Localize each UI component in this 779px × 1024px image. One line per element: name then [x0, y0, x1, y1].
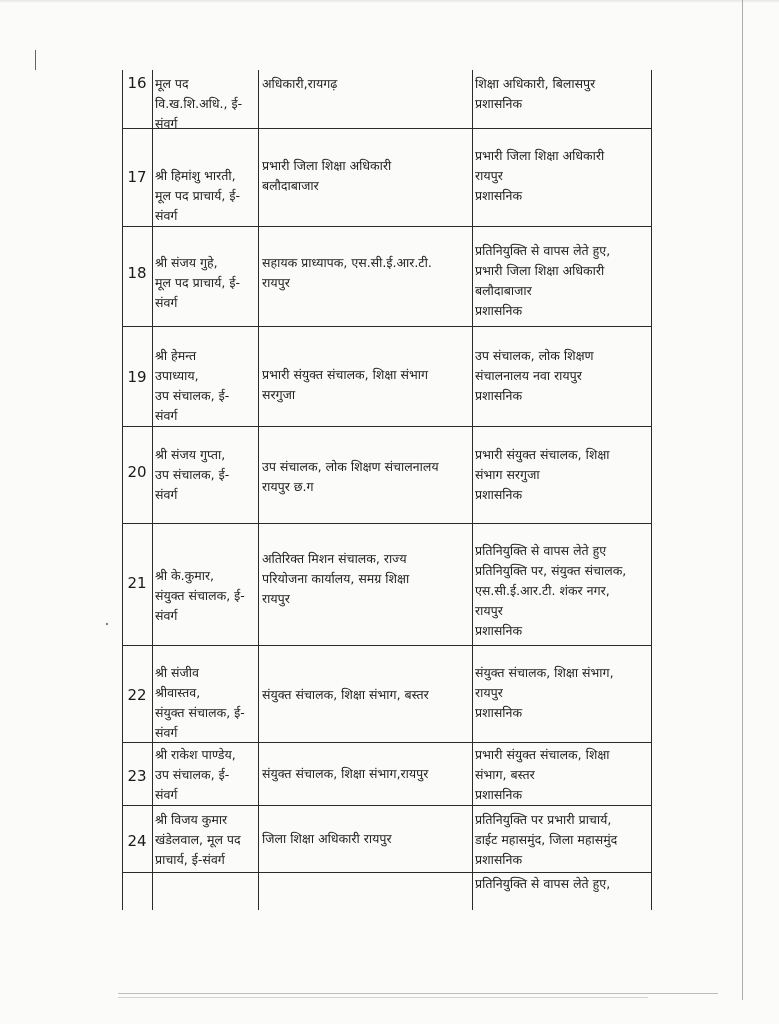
- current-posting: संयुक्त संचालक, शिक्षा संभाग,रायपुर: [262, 766, 429, 781]
- table-row-rule: [122, 523, 651, 524]
- table-row-rule: [122, 805, 651, 806]
- table-column-rule: [122, 70, 123, 910]
- table-column-rule: [472, 70, 473, 910]
- table-row-rule: [122, 326, 651, 327]
- current-posting: अधिकारी,रायगढ़: [262, 76, 338, 91]
- current-posting: जिला शिक्षा अधिकारी रायपुर: [262, 831, 392, 846]
- table-row-rule: [122, 872, 651, 873]
- officer-name-designation: श्री संजय गुप्ता, उप संचालक, ई- संवर्ग: [155, 447, 230, 502]
- new-posting: प्रतिनियुक्ति से वापस लेते हुए,: [475, 876, 611, 891]
- current-posting: संयुक्त संचालक, शिक्षा संभाग, बस्तर: [262, 687, 429, 702]
- officer-name-designation: श्री हेमन्त उपाध्याय, उप संचालक, ई- संवर्ग: [155, 348, 230, 423]
- table-column-rule: [258, 70, 259, 910]
- serial-number: 23: [127, 767, 147, 785]
- scan-right-edge: [742, 0, 743, 1000]
- officer-name-designation: श्री संजय गुहे, मूल पद प्राचार्य, ई- संवर्ग: [155, 255, 241, 310]
- serial-number: 19: [127, 368, 147, 386]
- serial-number: 22: [127, 686, 147, 704]
- officer-name-designation: श्री विजय कुमार खंडेलवाल, मूल पद प्राचार्य, ई-संवर्ग: [155, 812, 241, 867]
- officer-name-designation: श्री राकेश पाण्डेय, उप संचालक, ई- संवर्ग: [155, 747, 236, 802]
- table-column-rule: [152, 70, 153, 910]
- table-row-rule: [122, 226, 651, 227]
- serial-number: 24: [127, 832, 147, 850]
- new-posting: शिक्षा अधिकारी, बिलासपुर प्रशासनिक: [475, 76, 596, 111]
- current-posting: अतिरिक्त मिशन संचालक, राज्य परियोजना कार्यालय, समग्र शिक्षा रायपुर: [262, 551, 410, 606]
- serial-number: 18: [127, 264, 147, 282]
- serial-number: 21: [127, 574, 147, 592]
- serial-number: 20: [127, 463, 147, 481]
- officer-name-designation: श्री हिमांशु भारती, मूल पद प्राचार्य, ई- संवर्ग: [155, 168, 241, 223]
- table-row-rule: [122, 645, 651, 646]
- serial-number: 16: [127, 74, 147, 92]
- new-posting: प्रतिनियुक्ति पर प्रभारी प्राचार्य, डाईट महासमुंद, जिला महासमुंद प्रशासनिक: [475, 812, 618, 867]
- new-posting: उप संचालक, लोक शिक्षण संचालनालय नवा रायपुर प्रशासनिक: [475, 348, 594, 403]
- scan-speck: [106, 623, 108, 625]
- new-posting: प्रतिनियुक्ति से वापस लेते हुए प्रतिनियुक्ति पर, संयुक्त संचालक, एस.सी.ई.आर.टी. शंकर नगर, रायपुर प्रशासनिक: [475, 543, 627, 638]
- officer-name-designation: श्री के.कुमार, संयुक्त संचालक, ई- संवर्ग: [155, 568, 245, 623]
- current-posting: प्रभारी संयुक्त संचालक, शिक्षा संभाग सरगुजा: [262, 367, 429, 402]
- footer-rule: [118, 993, 718, 994]
- current-posting: सहायक प्राध्यापक, एस.सी.ई.आर.टी. रायपुर: [262, 255, 432, 290]
- scan-top-shadow: [0, 0, 779, 3]
- new-posting: प्रभारी संयुक्त संचालक, शिक्षा संभाग, बस्तर प्रशासनिक: [475, 747, 610, 802]
- new-posting: संयुक्त संचालक, शिक्षा संभाग, रायपुर प्रशासनिक: [475, 665, 614, 720]
- margin-mark: [35, 50, 36, 70]
- footer-rule-secondary: [118, 997, 648, 998]
- serial-number: 17: [127, 168, 147, 186]
- current-posting: प्रभारी जिला शिक्षा अधिकारी बलौदाबाजार: [262, 158, 392, 193]
- table-row-rule: [122, 426, 651, 427]
- officer-name-designation: मूल पद वि.ख.शि.अधि., ई- संवर्ग: [155, 76, 243, 131]
- table-column-rule: [651, 70, 652, 910]
- new-posting: प्रतिनियुक्ति से वापस लेते हुए, प्रभारी जिला शिक्षा अधिकारी बलौदाबाजार प्रशासनिक: [475, 243, 611, 318]
- officer-name-designation: श्री संजीव श्रीवास्तव, संयुक्त संचालक, ई- संवर्ग: [155, 665, 245, 740]
- new-posting: प्रभारी जिला शिक्षा अधिकारी रायपुर प्रशासनिक: [475, 148, 605, 203]
- current-posting: उप संचालक, लोक शिक्षण संचालनालय रायपुर छ.ग: [262, 459, 439, 494]
- new-posting: प्रभारी संयुक्त संचालक, शिक्षा संभाग सरगुजा प्रशासनिक: [475, 447, 610, 502]
